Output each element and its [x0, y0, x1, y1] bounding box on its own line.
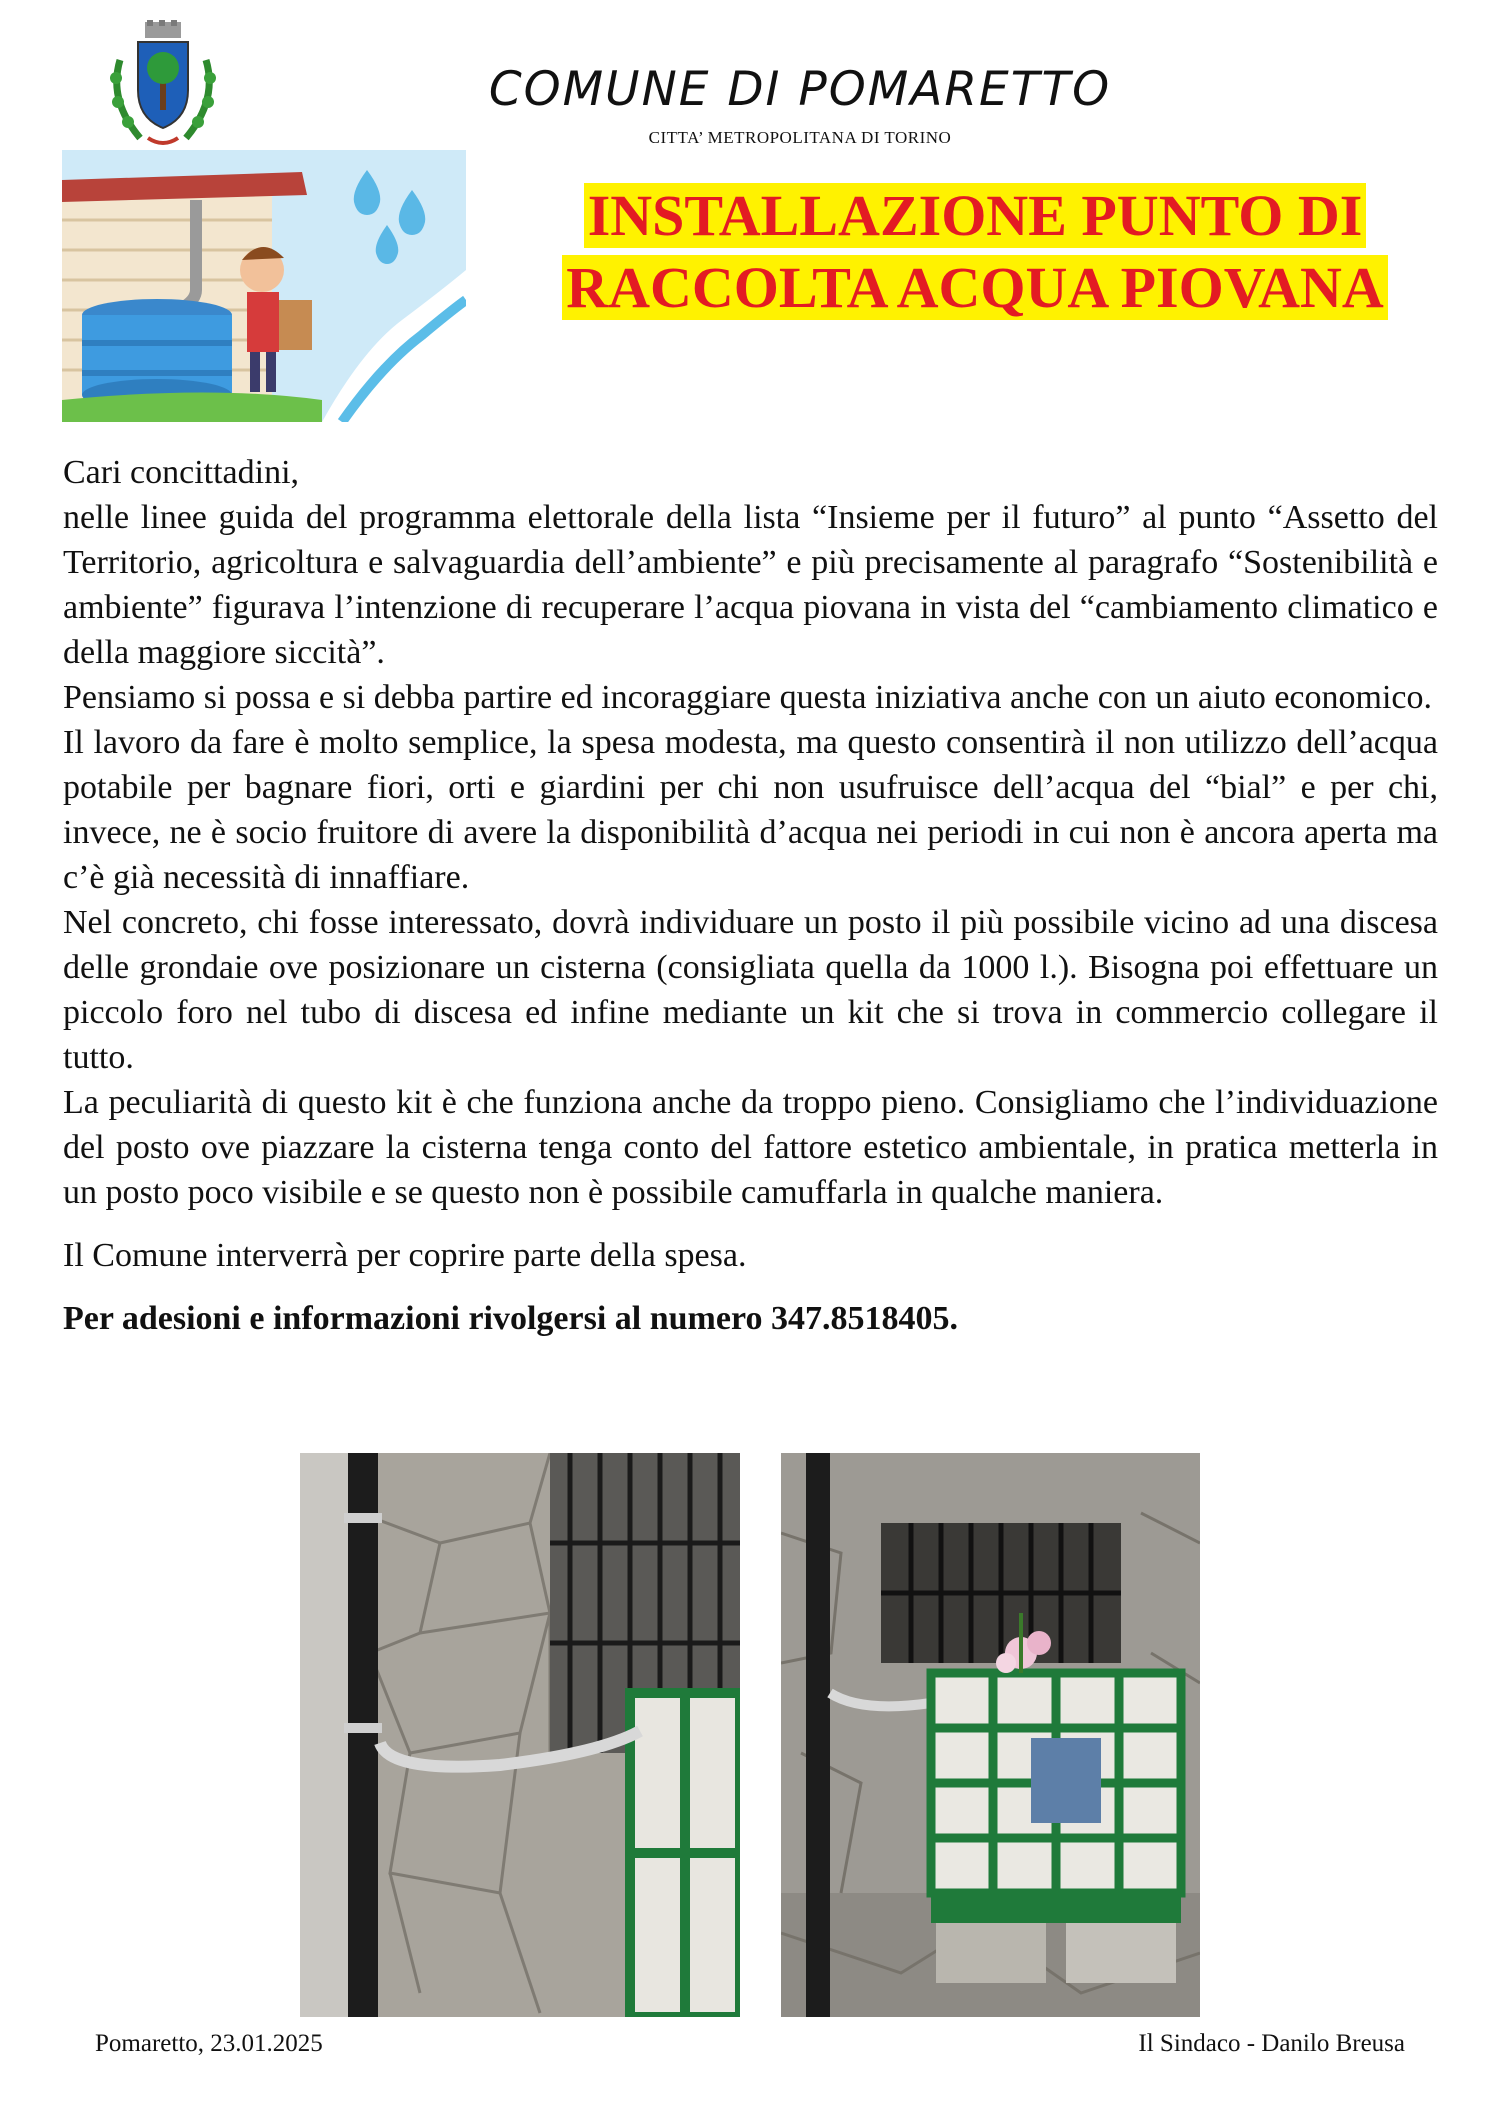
paragraph-program: nelle linee guida del programma elettorale della lista “Insieme per il futuro” al punto “Assetto del Territorio, agricoltura e salvaguardia dell’ambiente” e più precisamente al paragrafo “Sostenibilità e ambiente” figurava l’intenzione di recuperare l’acqua piovana in vista del “cambiamento climatico e della maggiore siccità”. — [63, 499, 1438, 671]
municipality-title: COMUNE DI POMARETTO — [488, 62, 1112, 117]
place-and-date: Pomaretto, 23.01.2025 — [95, 2030, 323, 2057]
greeting: Cari concittadini, — [63, 454, 300, 491]
paragraph-contribution: Il Comune interverrà per coprire parte della spesa. — [63, 1237, 747, 1274]
paragraph-work: Il lavoro da fare è molto semplice, la spesa modesta, ma questo consentirà il non utilizzo dell’acqua potabile per bagnare fiori, orti e giardini per chi non usufruisce dell’acqua del “bial” e per chi, invece, ne è socio fruitore di avere la disponibilità d’acqua nei periodi in cui non è ancora aperta ma c’è già necessità di innaffiare. — [63, 724, 1438, 896]
headline — [480, 180, 1470, 324]
municipality-subtitle: CITTA’ METROPOLITANA DI TORINO — [648, 128, 952, 147]
contact-info: Per adesioni e informazioni rivolgersi al numero 347.8518405. — [63, 1300, 958, 1337]
announcement-body — [63, 450, 1438, 1341]
paragraph-installation: Nel concreto, chi fosse interessato, dovrà individuare un posto il più possibile vicino ad una discesa delle grondaie ove posizionare un cisterna (consigliata quella da 1000 l.). Bisogna poi effettuare un piccolo foro nel tubo di discesa ed infine mediante un kit che si trova in commercio collegare il tutto. — [63, 904, 1438, 1076]
rain-barrel-illustration — [62, 150, 466, 422]
headline-line-2: RACCOLTA ACQUA PIOVANA — [562, 255, 1388, 320]
photo-rainwater-tank — [781, 1453, 1200, 2017]
headline-line-1: INSTALLAZIONE PUNTO DI — [584, 183, 1367, 248]
municipal-crest-logo — [100, 20, 225, 150]
paragraph-kit: La peculiarità di questo kit è che funziona anche da troppo pieno. Consigliamo che l’individuazione del posto ove piazzare la cisterna tenga conto del fattore estetico ambientale, in pratica metterla in un posto poco visibile e se questo non è possibile camuffarla in qualche maniera. — [63, 1084, 1438, 1211]
paragraph-initiative: Pensiamo si possa e si debba partire ed incoraggiare questa iniziativa anche con un aiuto economico. — [63, 679, 1432, 716]
mayor-signature: Il Sindaco - Danilo Breusa — [1138, 2030, 1405, 2057]
photo-downpipe-connection — [300, 1453, 740, 2017]
